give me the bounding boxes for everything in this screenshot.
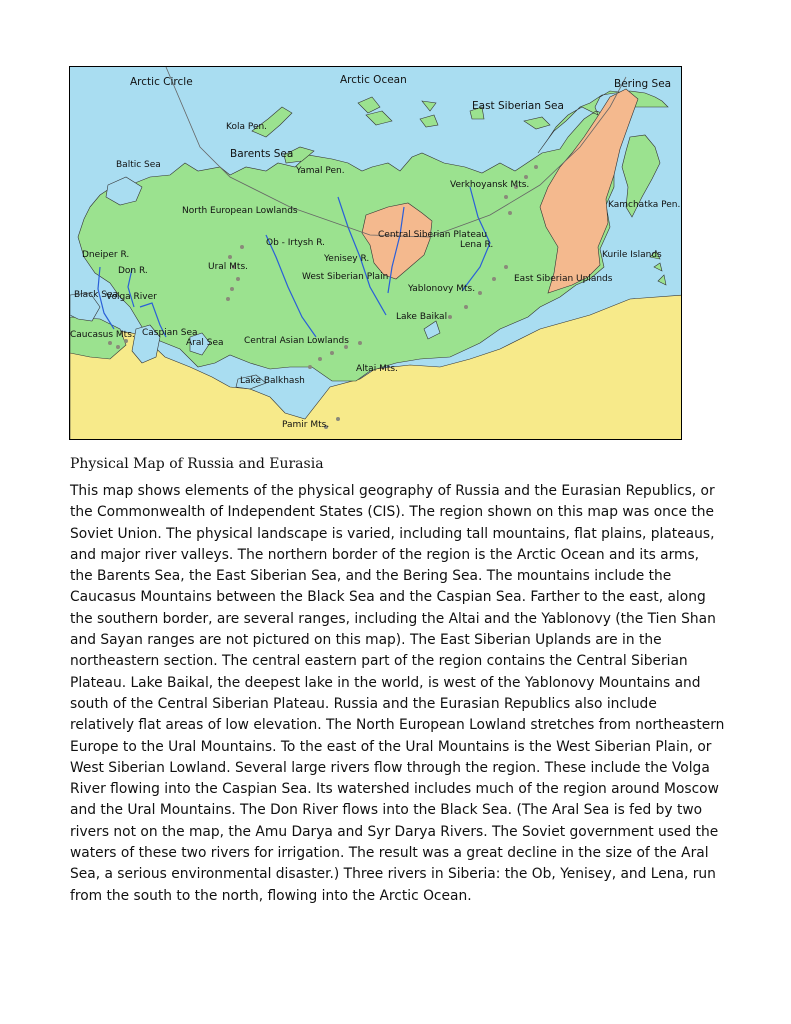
body-paragraph: This map shows elements of the physical geography of Russia and the Eurasian Republics, or the Commonwealth of Independent States (CIS). The region shown on this map was once the Soviet Union. The physical landscape is varied, including tall mountains, flat plains, plateaus, and major river valleys. The northern border of the region is the Arctic Ocean and its arms, the Barents Sea, the East Siberian Sea, and the Bering Sea. The mountains include the Caucasus Mountains between the Black Sea and the Caspian Sea. Farther to the east, along the southern border, are several ranges, including the Altai and the Yablonovy (the Tien Shan and Sayan ranges are not pictured on this map). The East Siberian Uplands are in the northeastern section. The central eastern part of the region contains the Central Siberian Plateau. Lake Baikal, the deepest lake in the world, is west of the Yablonovy Mountains and south of the Central Siberian Plateau. Russia and the Eurasian Republics also include relatively flat areas of low elevation. The North European Lowland stretches from northeastern Europe to the Ural Mountains. To the east of the Ural Mountains is the West Siberian Plain, or West Siberian Lowland. Several large rivers flow through the region. These include the Volga River flowing into the Caspian Sea. Its watershed includes much of the region around Moscow and the Ural Mountains. The Don River flows into the Black Sea. (The Aral Sea is fed by two rivers not on the map, the Amu Darya and Syr Darya Rivers. The Soviet government used the waters of these two rivers for irrigation. The result was a great decline in the size of the Aral Sea, a serious environmental disaster.) Three rivers in Siberia: the Ob, Yenisey, and Lena, run from the south to the north, flowing into the Arctic Ocean. <box>70 483 725 904</box>
label-yenisey: Yenisey R. <box>324 254 370 264</box>
label-arctic-circle: Arctic Circle <box>130 76 193 88</box>
label-lake-baikal: Lake Baikal <box>396 312 448 322</box>
label-lena: Lena R. <box>460 240 494 250</box>
label-kola-pen: Kola Pen. <box>226 122 268 132</box>
label-kurile: Kurile Islands <box>602 250 662 260</box>
label-east-siberian-uplands: East Siberian Uplands <box>514 274 613 284</box>
label-bering-sea: Bering Sea <box>614 78 672 90</box>
label-pamir: Pamir Mts. <box>282 420 330 430</box>
label-ob-irtysh: Ob - Irtysh R. <box>266 238 326 248</box>
label-aral: Aral Sea <box>186 338 224 348</box>
label-arctic-ocean: Arctic Ocean <box>340 74 407 86</box>
map-graphic <box>70 67 682 440</box>
label-east-siberian-sea: East Siberian Sea <box>472 100 564 112</box>
label-altai: Altai Mts. <box>356 364 398 374</box>
label-central-siberian-plateau: Central Siberian Plateau <box>378 230 488 240</box>
label-caspian: Caspian Sea <box>142 328 198 338</box>
label-yamal-pen: Yamal Pen. <box>296 166 345 176</box>
label-baltic-sea: Baltic Sea <box>116 160 161 170</box>
label-west-siberian-plain: West Siberian Plain <box>302 272 389 282</box>
label-yablonovy: Yablonovy Mts. <box>408 284 476 294</box>
label-don: Don R. <box>118 266 148 276</box>
label-north-european-lowlands: North European Lowlands <box>182 206 298 216</box>
label-volga: Volga River <box>106 292 157 302</box>
label-central-asian-lowlands: Central Asian Lowlands <box>244 336 349 346</box>
physical-map <box>69 66 682 440</box>
label-dneiper: Dneiper R. <box>82 250 130 260</box>
label-caucasus: Caucasus Mts. <box>70 330 135 340</box>
label-kamchatka: Kamchatka Pen. <box>608 200 681 210</box>
label-lake-balkhash: Lake Balkhash <box>240 376 305 386</box>
label-verkhoyansk: Verkhoyansk Mts. <box>450 180 530 190</box>
map-caption: Physical Map of Russia and Eurasia <box>70 456 324 472</box>
label-barents-sea: Barents Sea <box>230 148 294 160</box>
label-ural-mts: Ural Mts. <box>208 262 249 272</box>
label-black-sea: Black Sea <box>74 290 118 300</box>
